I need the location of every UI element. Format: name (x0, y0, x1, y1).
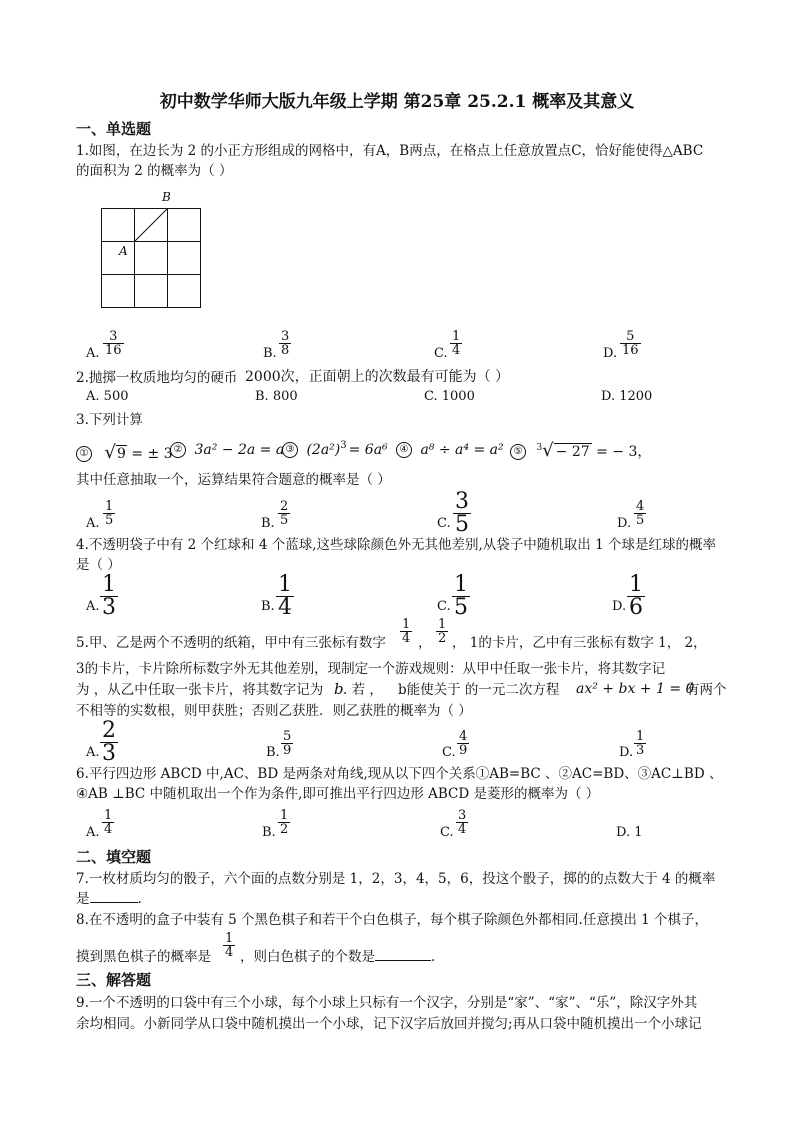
q2-option-a[interactable]: A. 500 (86, 389, 129, 404)
q1-text-line1: 1.如图，在边长为 2 的小正方形组成的网格中，有A，B两点，在格点上任意放置点C，恰好能使得△ABC (76, 143, 704, 159)
q5-text-line3-part1: 为 ，从乙中任取一张卡片，将其数字记为 (76, 682, 324, 698)
q5-text-line4: 不相等的实数根，则甲获胜；否则乙获胜．则乙获胜的概率为（ ） (76, 703, 472, 719)
q4-option-a-fraction[interactable]: $\frac{1}{3}$ (102, 572, 116, 620)
q2-option-c[interactable]: C. 1000 (424, 389, 475, 404)
q3-option-d-letter[interactable]: D. (617, 516, 632, 531)
q4-option-b-fraction[interactable]: $\frac{1}{4}$ (278, 572, 292, 620)
section-heading-single-choice: 一、单选题 (76, 120, 152, 138)
q1-point-a-label: A (119, 244, 128, 258)
q5-option-d-letter[interactable]: D. (619, 745, 634, 760)
q4-option-d-fraction[interactable]: $\frac{1}{6}$ (629, 572, 643, 620)
q6-option-c-fraction[interactable]: $\frac{3}{4}$ (458, 808, 467, 837)
q5-text-line3-part4: 有两个 (686, 682, 727, 698)
q5-option-c-fraction[interactable]: $\frac{4}{9}$ (459, 729, 468, 758)
q8-fraction-quarter: $\frac{1}{4}$ (225, 931, 234, 960)
q1-option-a-fraction[interactable]: $\frac{3}{16}$ (105, 329, 122, 358)
q1-option-c-fraction[interactable]: $\frac{1}{4}$ (452, 329, 461, 358)
q5-text-line2: 3的卡片，卡片除所标数字外无其他差别，现制定一个游戏规则：从甲中任取一张卡片，将其数字记 (76, 661, 666, 677)
q1-option-d-fraction[interactable]: $\frac{5}{16}$ (622, 329, 639, 358)
q1-option-d-letter[interactable]: D. (603, 346, 618, 361)
q1-option-a-letter[interactable]: A. (86, 346, 100, 361)
q3-option-b-letter[interactable]: B. (261, 516, 275, 531)
q5-option-a-fraction[interactable]: $\frac{2}{3}$ (102, 718, 116, 766)
q6-option-a-fraction[interactable]: $\frac{1}{4}$ (104, 808, 113, 837)
q7-answer-blank[interactable] (90, 890, 138, 903)
q7-text-line1: 7.一枚材质均匀的骰子，六个面的点数分别是 1，2，3，4，5，6，投这个骰子，掷的的点数大于 4 的概率 (76, 871, 716, 887)
q6-text-line2: ④AB ⊥BC 中随机取出一个作为条件,即可推出平行四边形 ABCD 是菱形的概率为（ ） (76, 786, 600, 802)
q8-text-line1: 8.在不透明的盒子中装有 5 个黑色棋子和若干个白色棋子，每个棋子除颜色外都相同.任意摸出 1 个棋子， (76, 912, 709, 928)
q3-option-a-letter[interactable]: A. (86, 516, 100, 531)
q3-expression-2: ② 3a² − 2a = a (170, 442, 284, 458)
q2-option-b[interactable]: B. 800 (255, 389, 298, 404)
section-heading-solution: 三、解答题 (76, 971, 152, 989)
q6-text-line1: 6.平行四边形 ABCD 中,AC、BD 是两条对角线,现从以下四个关系①AB=BC 、②AC=BD、③AC⊥BD 、 (76, 766, 723, 782)
q3-item-4-marker: ④ (396, 442, 412, 458)
q2-text-part2: 2000次，正面朝上的次数最有可能为（ ） (245, 369, 510, 385)
section-heading-fill-blank: 二、填空题 (76, 848, 152, 866)
q2-text-part1: 2.抛掷一枚质地均匀的硬币 (76, 370, 238, 386)
q3-expression-4: ④ a⁸ ÷ a⁴ = a² (396, 442, 504, 458)
q6-option-a-letter[interactable]: A. (86, 825, 100, 840)
q3-item-3-marker: ③ (282, 442, 298, 458)
q6-option-b-letter[interactable]: B. (262, 825, 276, 840)
q4-option-c-letter[interactable]: C. (437, 599, 451, 614)
q3-expression-3: ③ $(2a^2)^3 = 6a^6$ (282, 440, 388, 458)
q1-text-line2: 的面积为 2 的概率为（ ） (76, 163, 233, 179)
q3-option-c-letter[interactable]: C. (437, 516, 451, 531)
q1-grid-figure (98, 188, 208, 310)
q3-item-5-marker: ⑤ (510, 444, 526, 460)
q5-variable-b: b (334, 680, 344, 698)
q5-option-c-letter[interactable]: C. (442, 745, 456, 760)
q3-item-2-marker: ② (170, 442, 186, 458)
q4-text-line2: 是（ ） (76, 557, 121, 573)
q9-text-line1: 9.一个不透明的口袋中有三个小球，每个小球上只标有一个汉字，分别是“家”、“家”、“乐”，除汉字外其 (76, 995, 698, 1011)
q5-option-d-fraction[interactable]: $\frac{1}{3}$ (636, 729, 645, 758)
q6-option-d[interactable]: D. 1 (616, 825, 643, 840)
q1-option-b-letter[interactable]: B. (263, 346, 277, 361)
q4-option-c-fraction[interactable]: $\frac{1}{5}$ (454, 572, 468, 620)
q4-text-line1: 4.不透明袋子中有 2 个红球和 4 个蓝球,这些球除颜色外无其他差别,从袋子中随机取出 1 个球是红球的概率 (76, 537, 716, 553)
q5-comma: ， (418, 635, 432, 651)
q5-quadratic-equation: ax² + bx + 1 = 0 (576, 681, 695, 697)
q6-option-b-fraction[interactable]: $\frac{1}{2}$ (280, 808, 289, 837)
q3-option-c-fraction[interactable]: $\frac{3}{5}$ (455, 489, 469, 537)
q8-text-line2-part2: ，则白色棋子的个数是 . (240, 949, 436, 965)
q5-text-line3-part3: b能使关于 的一元二次方程 (398, 682, 560, 698)
q3-option-d-fraction[interactable]: $\frac{4}{5}$ (636, 499, 645, 528)
q3-option-b-fraction[interactable]: $\frac{2}{5}$ (280, 499, 289, 528)
q5-option-b-letter[interactable]: B. (266, 745, 280, 760)
q3-item-1-marker: ① (76, 446, 92, 462)
q7-text-line2: 是 . (76, 891, 142, 907)
q5-text-line1-part2: ， 1的卡片，乙中有三张标有数字 1， 2， (452, 635, 707, 651)
q5-fraction-half: $\frac{1}{2}$ (438, 617, 447, 646)
q3-expression-1: ① √9 = ± 3 (76, 442, 173, 463)
q1-option-c-letter[interactable]: C. (434, 346, 448, 361)
q5-option-b-fraction[interactable]: $\frac{5}{9}$ (283, 729, 292, 758)
q3-text-line3: 其中任意抽取一个，运算结果符合题意的概率是（ ） (76, 472, 391, 488)
q3-expression-5: ⑤ $^3$√ − 27 = − 3， (510, 440, 651, 461)
q3-option-a-fraction[interactable]: $\frac{1}{5}$ (105, 499, 114, 528)
q8-answer-blank[interactable] (375, 948, 431, 961)
q5-text-line1-part1: 5.甲、乙是两个不透明的纸箱，甲中有三张标有数字 (76, 635, 386, 651)
q9-text-line2: 余均相同。小新同学从口袋中随机摸出一个小球，记下汉字后放回并搅匀;再从口袋中随机摸出一个小球记 (76, 1016, 702, 1032)
q1-option-b-fraction[interactable]: $\frac{3}{8}$ (281, 329, 290, 358)
q4-option-a-letter[interactable]: A. (86, 599, 100, 614)
q5-fraction-quarter: $\frac{1}{4}$ (402, 617, 411, 646)
q2-option-d[interactable]: D. 1200 (601, 389, 653, 404)
page-title: 初中数学华师大版九年级上学期 第25章 25.2.1 概率及其意义 (159, 92, 635, 112)
q4-option-d-letter[interactable]: D. (612, 599, 627, 614)
q5-text-line3-part2: . 若 ， (343, 682, 383, 698)
q6-option-c-letter[interactable]: C. (440, 825, 454, 840)
q8-text-line2-part1: 摸到黑色棋子的概率是 (76, 949, 211, 965)
q1-point-b-label: B (162, 190, 171, 204)
q3-text-line1: 3.下列计算 (76, 412, 143, 428)
q5-option-a-letter[interactable]: A. (86, 745, 100, 760)
q4-option-b-letter[interactable]: B. (261, 599, 275, 614)
